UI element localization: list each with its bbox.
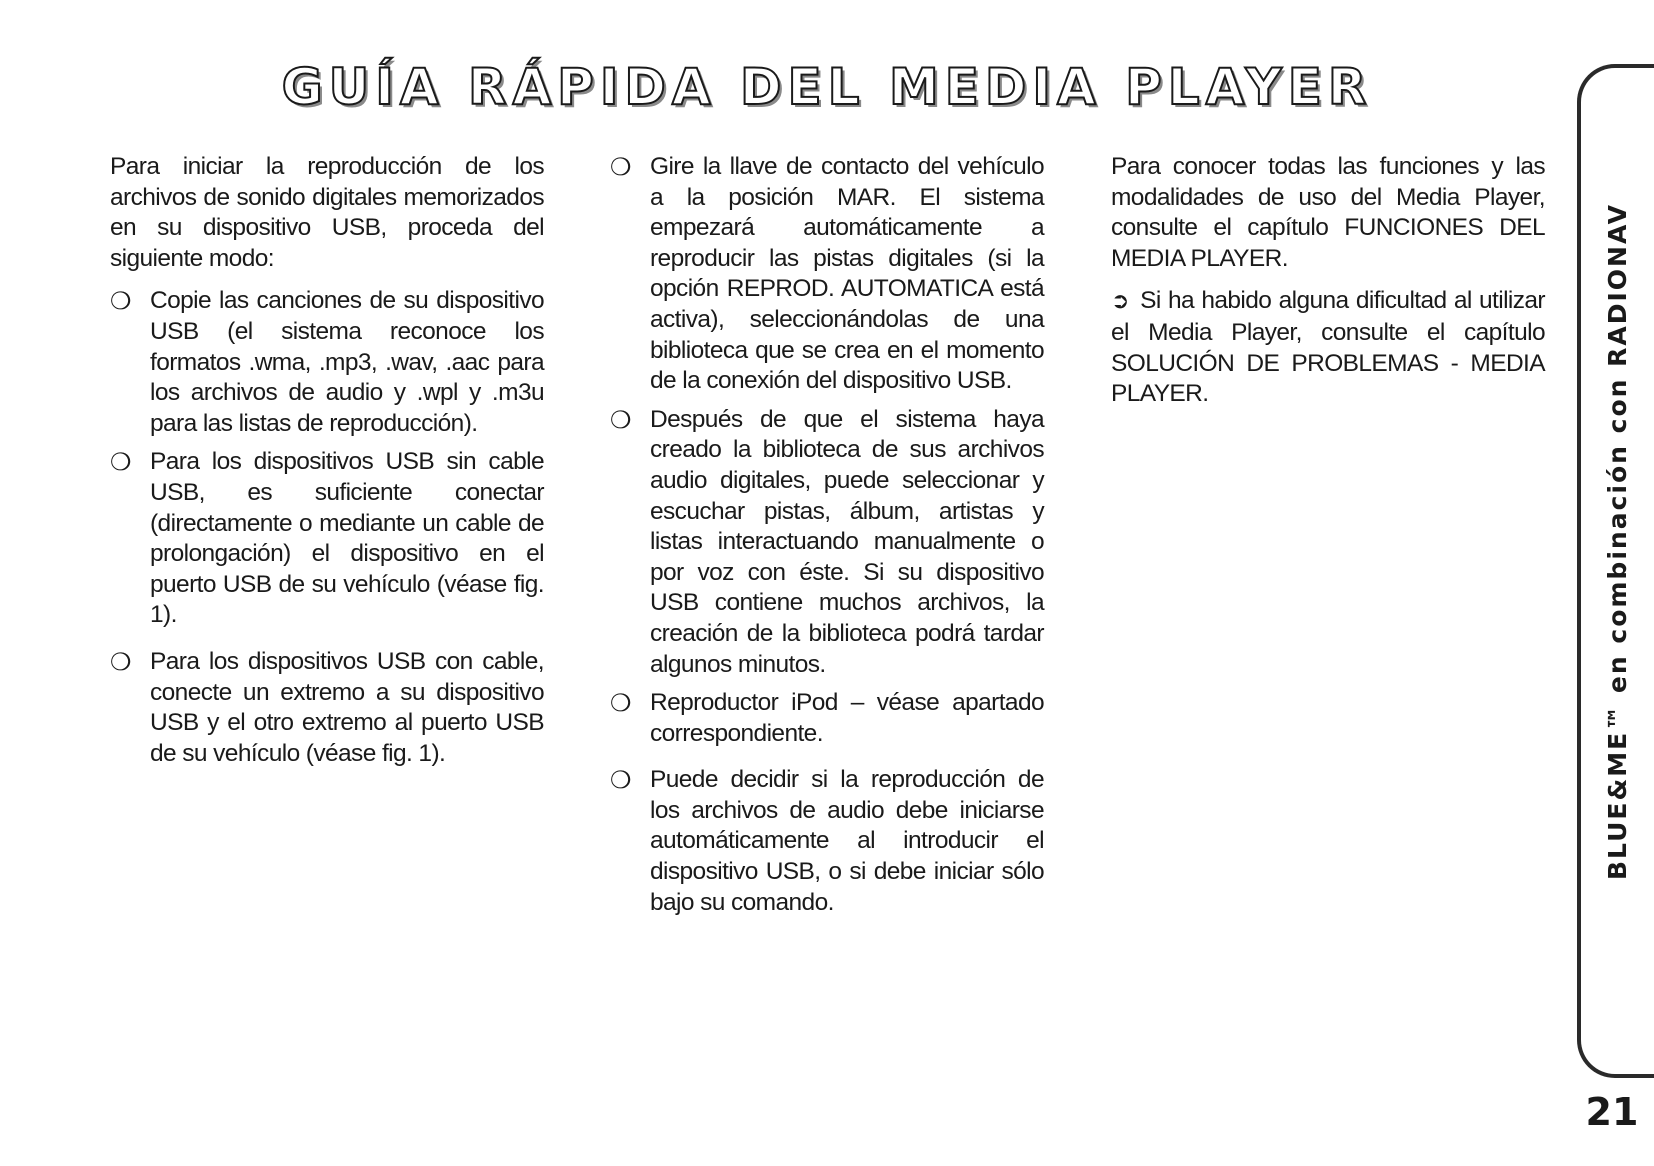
list-item-text: Copie las canciones de su dispositivo USB (el sistema reconoce los formatos .wma, .mp3, .wav, .aac para los archivos de audio y .wpl y .m3u para las listas de reproducción). [150,287,544,437]
circle-bullet-icon: ❍ [610,689,631,718]
side-tab-label: BLUE&ME™ en combinación con RADIONAV [1603,203,1632,880]
page-title: GUÍA RÁPIDA DEL MEDIA PLAYER [281,58,1373,116]
column-left [110,152,544,777]
bullet-list-left [110,286,544,769]
column-middle [610,152,1044,926]
circle-bullet-icon: ❍ [110,448,131,477]
list-item [110,447,544,631]
intro-paragraph: Para iniciar la reproducción de los archivos de sonido digitales memorizados en su dispositivo USB, proceda del siguiente modo: [110,153,544,272]
list-item [610,152,1044,397]
circle-bullet-icon: ❍ [610,405,631,434]
list-item [110,647,544,769]
note-paragraph [1111,286,1545,409]
list-item-text: Puede decidir si la reproducción de los archivos de audio debe iniciarse automáticamente al introducir el dispositivo USB, o si debe iniciar sólo bajo su comando. [650,766,1044,916]
list-item [610,688,1044,749]
circle-bullet-icon: ❍ [110,287,131,316]
circle-bullet-icon: ❍ [610,766,631,795]
arrow-right-icon: ➲ [1111,289,1129,315]
list-item-text: Después de que el sistema haya creado la biblioteca de sus archivos audio digitales, puede seleccionar y escuchar pistas, álbum, artistas y listas interactuando manualmente o por voz con éste. Si su dispositivo USB contiene muchos archivos, la creación de la biblioteca podrá tardar algunos minutos. [650,405,1044,678]
list-item-text: Reproductor iPod – véase apartado correspondiente. [650,689,1044,747]
list-item [110,286,544,439]
list-item-text: Para los dispositivos USB sin cable USB, es suficiente conectar (directamente o mediante un cable de prolongación) el dispositivo en el puerto USB de su vehículo (véase fig. 1). [150,448,544,629]
page-number: 21 [1585,1090,1639,1134]
list-item [610,405,1044,680]
list-item [610,765,1044,918]
circle-bullet-icon: ❍ [110,647,131,676]
bullet-list-middle [610,152,1044,918]
circle-bullet-icon: ❍ [610,153,631,181]
list-item-text: Gire la llave de contacto del vehículo a la posición MAR. El sistema empezará automáticamente a reproducir las pistas digitales (si la opción REPROD. AUTOMATICA está activa), seleccionándolas de una biblioteca que se crea en el momento de la conexión del dispositivo USB. [650,153,1044,395]
info-paragraph: Para conocer todas las funciones y las modalidades de uso del Media Player, consulte el capítulo FUNCIONES DEL MEDIA PLAYER. [1111,153,1545,272]
column-right [1111,152,1545,422]
note-text: Si ha habido alguna dificultad al utilizar el Media Player, consulte el capítulo SOLUCIÓN DE PROBLEMAS - MEDIA PLAYER. [1111,287,1545,408]
list-item-text: Para los dispositivos USB con cable, conecte un extremo a su dispositivo USB y el otro extremo al puerto USB de su vehículo (véase fig. 1). [150,647,544,767]
